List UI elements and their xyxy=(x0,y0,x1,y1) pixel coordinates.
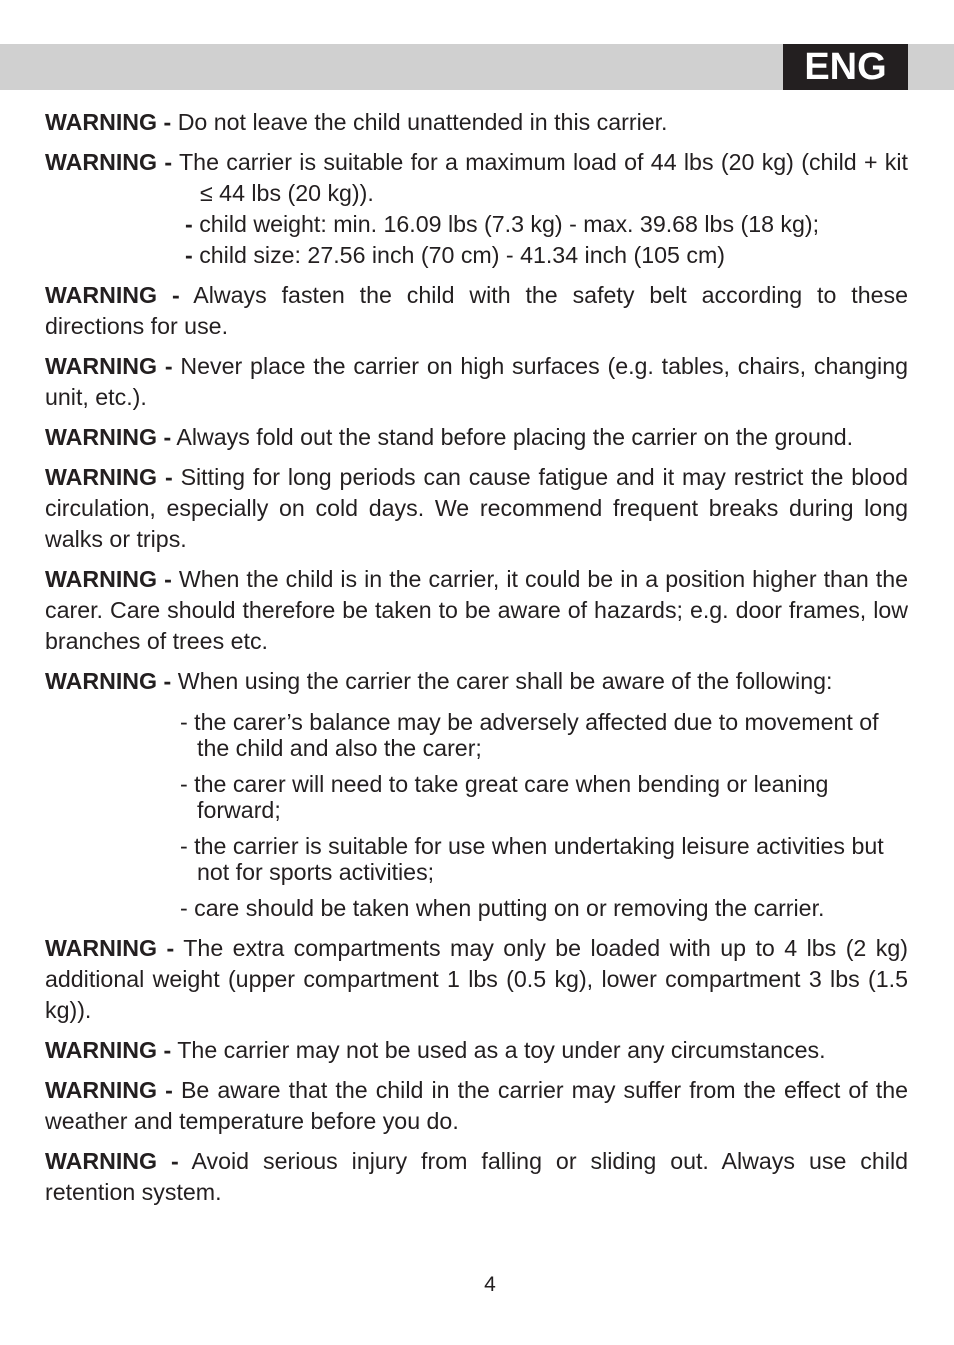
carer-awareness-item: - the carer will need to take great care when bending or leaning forward; xyxy=(180,771,829,823)
warning-text: When using the carrier the carer shall be aware of the following: xyxy=(177,668,833,694)
warning-paragraph xyxy=(45,351,908,413)
warning-label: WARNING - xyxy=(45,1077,173,1103)
warning-text: Be aware that the child in the carrier may suffer from the effect of the weather and temperature before you do. xyxy=(45,1077,908,1134)
warning-label: WARNING - xyxy=(45,1148,179,1174)
page-number: 4 xyxy=(484,1273,496,1296)
warning-text: When the child is in the carrier, it could be in a position higher than the carer. Care should therefore be taken to be aware of hazards; e.g. door frames, low branches of trees etc. xyxy=(45,566,908,654)
warning-paragraph xyxy=(45,1075,908,1137)
load-limit-text: child size: 27.56 inch (70 cm) - 41.34 inch (105 cm) xyxy=(199,242,726,268)
warning-label: WARNING - xyxy=(45,935,175,961)
load-limit-item xyxy=(45,209,908,240)
warning-text: Do not leave the child unattended in this carrier. xyxy=(177,109,668,135)
list-dash: - xyxy=(185,242,193,268)
warning-label: WARNING - xyxy=(45,353,173,379)
warning-label: WARNING - xyxy=(45,1037,172,1063)
warning-paragraph xyxy=(45,280,908,342)
warning-label: WARNING - xyxy=(45,149,173,175)
warning-label: WARNING - xyxy=(45,282,180,308)
carer-awareness-item: - care should be taken when putting on or removing the carrier. xyxy=(180,895,825,921)
warnings-content xyxy=(45,107,908,1217)
warning-label: WARNING - xyxy=(45,464,173,490)
warning-text: The carrier may not be used as a toy under any circumstances. xyxy=(177,1037,826,1063)
warning-paragraph xyxy=(45,107,908,138)
load-limit-item xyxy=(45,240,908,271)
warning-label: WARNING - xyxy=(45,424,172,450)
warning-text: The extra compartments may only be loaded with up to 4 lbs (2 kg) additional weight (upper compartment 1 lbs (0.5 kg), lower compartment 3 lbs (1.5 kg)). xyxy=(45,935,908,1023)
warning-paragraph xyxy=(45,462,908,555)
warning-text: Always fasten the child with the safety belt according to these directions for use. xyxy=(45,282,908,339)
warning-paragraph xyxy=(45,933,908,1026)
load-limit-text: child weight: min. 16.09 lbs (7.3 kg) - max. 39.68 lbs (18 kg); xyxy=(199,211,820,237)
warning-text: Always fold out the stand before placing the carrier on the ground. xyxy=(176,424,854,450)
warning-paragraph xyxy=(45,147,908,209)
warning-paragraph xyxy=(45,564,908,657)
warning-text: Avoid serious injury from falling or sliding out. Always use child retention system. xyxy=(45,1148,908,1205)
list-dash: - xyxy=(185,211,193,237)
warning-paragraph xyxy=(45,666,908,697)
warning-label: WARNING - xyxy=(45,668,172,694)
warning-text: Never place the carrier on high surfaces (e.g. tables, chairs, changing unit, etc.). xyxy=(45,353,908,410)
warning-paragraph xyxy=(45,1035,908,1066)
warning-text: Sitting for long periods can cause fatigue and it may restrict the blood circulation, especially on cold days. We recommend frequent breaks during long walks or trips. xyxy=(45,464,908,552)
carer-awareness-item: - the carrier is suitable for use when undertaking leisure activities but not for sports activities; xyxy=(180,833,884,885)
warning-text: The carrier is suitable for a maximum load of 44 lbs (20 kg) (child + kit ≤ 44 lbs (20 kg)). xyxy=(179,149,908,206)
warning-label: WARNING - xyxy=(45,566,172,592)
warning-paragraph xyxy=(45,422,908,453)
warning-paragraph xyxy=(45,1146,908,1208)
warning-label: WARNING - xyxy=(45,109,172,135)
carer-awareness-item: - the carer’s balance may be adversely affected due to movement of the child and also the carer; xyxy=(180,709,879,761)
language-badge: ENG xyxy=(783,44,908,90)
